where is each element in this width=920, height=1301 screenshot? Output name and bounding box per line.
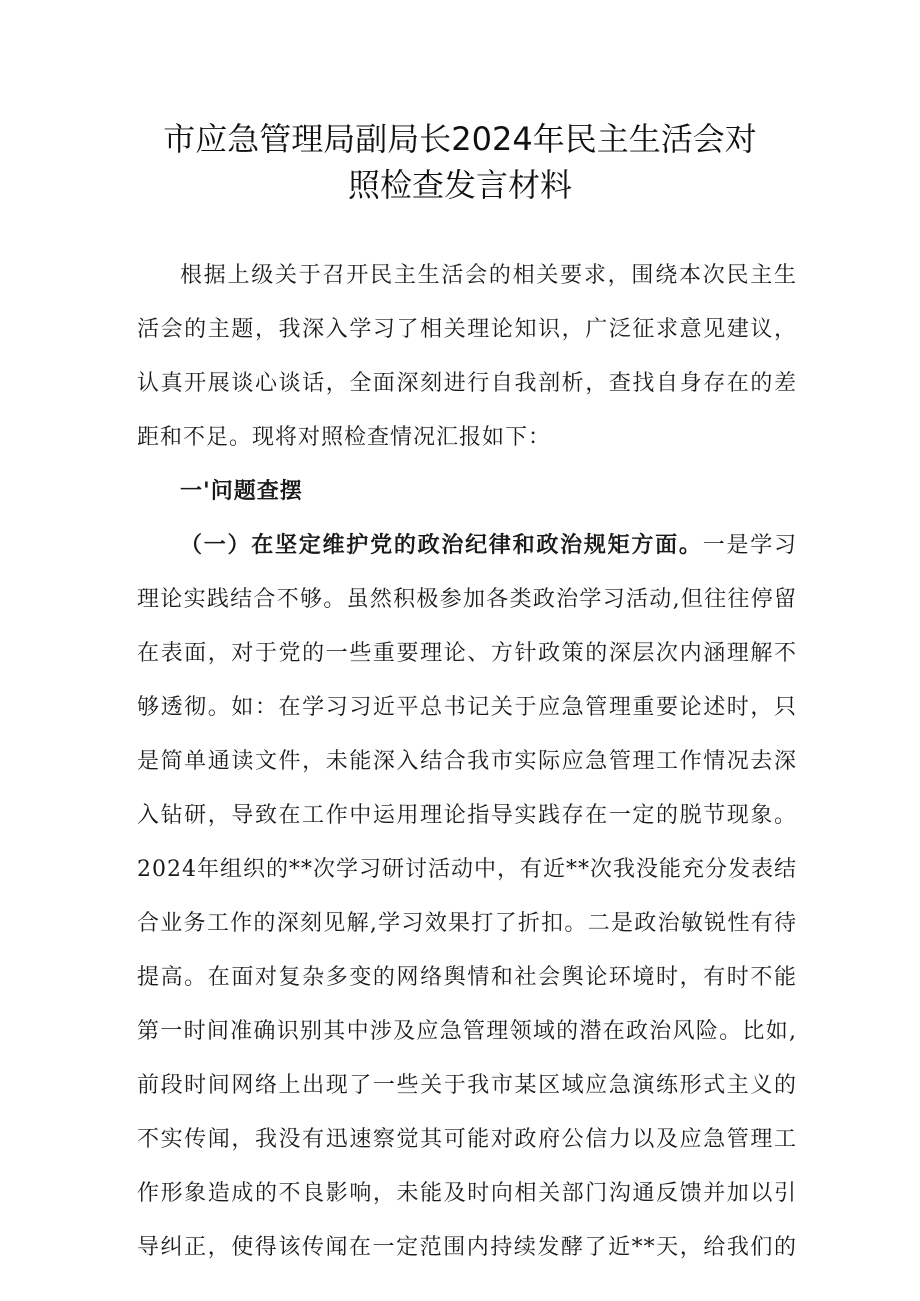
body-line: 导纠正，使得该传闻在一定范围内持续发酵了近**天，给我们的	[137, 1235, 797, 1260]
intro-line: 认真开展谈心谈话，全面深刻进行自我剖析，查找自身存在的差	[137, 371, 797, 396]
body-line: 合业务工作的深刻见解,学习效果打了折扣。二是政治敏锐性有待	[137, 911, 797, 936]
body-line: 前段时间网络上出现了一些关于我市某区域应急演练形式主义的	[137, 1073, 797, 1098]
body-line: 入钻研，导致在工作中运用理论指导实践存在一定的脱节现象。	[137, 803, 797, 828]
intro-line: 距和不足。现将对照检查情况汇报如下：	[137, 425, 552, 450]
body-line: 作形象造成的不良影响，未能及时向相关部门沟通反馈并加以引	[137, 1181, 797, 1206]
body-line: 第一时间准确识别其中涉及应急管理领域的潜在政治风险。比如,	[137, 1019, 797, 1044]
document-title-line-1: 市应急管理局副局长2024年民主生活会对	[163, 120, 757, 158]
document-title-line-2: 照检查发言材料	[347, 166, 572, 204]
body-line: 够透彻。如：在学习习近平总书记关于应急管理重要论述时，只	[137, 695, 797, 720]
body-line: 提高。在面对复杂多变的网络舆情和社会舆论环境时，有时不能	[137, 965, 797, 990]
subsection-first-line	[180, 519, 797, 573]
body-line: 不实传闻，我没有迅速察觉其可能对政府公信力以及应急管理工	[137, 1127, 797, 1152]
body-line: 理论实践结合不够。虽然积极参加各类政治学习活动,但往往停留	[137, 587, 797, 612]
section-heading: 一'问题查摆	[180, 479, 303, 504]
body-line: 在表面，对于党的一些重要理论、方针政策的深层次内涵理解不	[137, 641, 797, 666]
body-line: 是简单通读文件，未能深入结合我市实际应急管理工作情况去深	[137, 749, 797, 774]
body-line: 2024年组织的**次学习研讨活动中，有近**次我没能充分发表结	[137, 857, 797, 882]
subsection-first-line-text: 一是学习	[702, 533, 797, 558]
intro-line: 根据上级关于召开民主生活会的相关要求，围绕本次民主生	[180, 263, 797, 288]
subsection-heading: （一）在坚定维护党的政治纪律和政治规矩方面。	[180, 533, 703, 558]
intro-line: 活会的主题，我深入学习了相关理论知识，广泛征求意见建议，	[137, 317, 797, 342]
